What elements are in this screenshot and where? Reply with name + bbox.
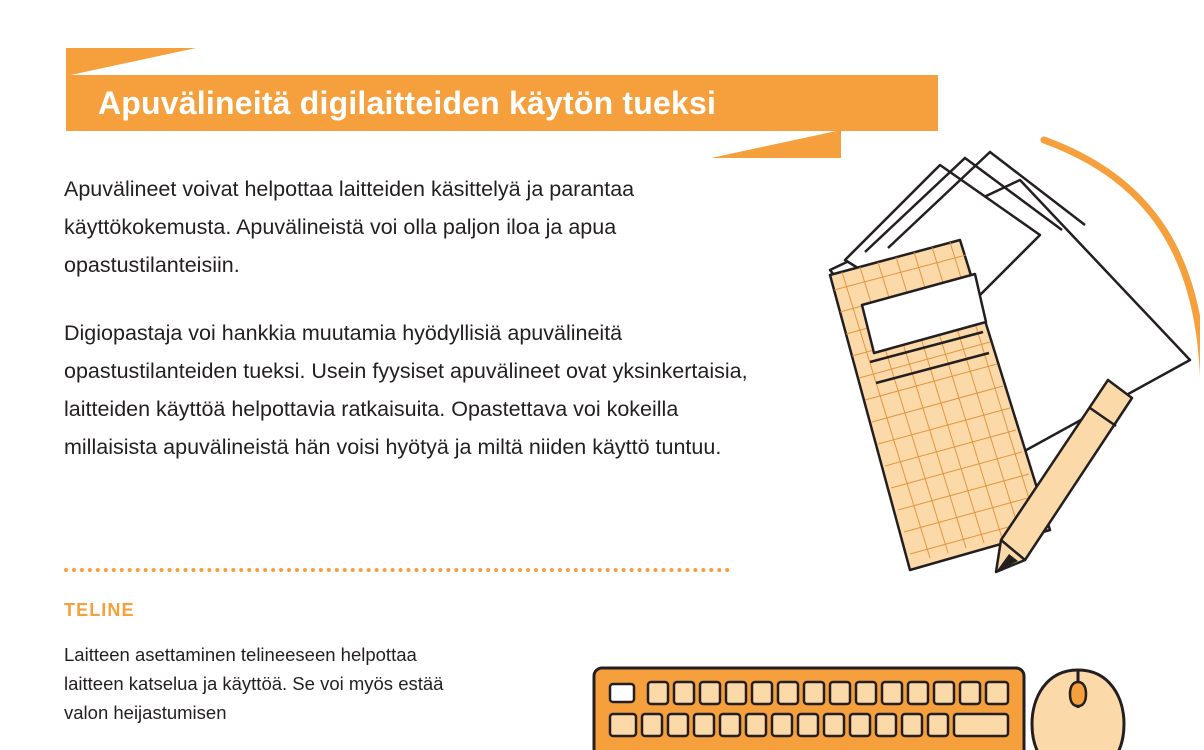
section-text-teline: Laitteen asettaminen telineeseen helpottaa laitteen katselua ja käyttöä. Se voi myös estää valon heijastumisen bbox=[64, 644, 444, 723]
keyboard-mouse-illustration bbox=[580, 660, 1200, 750]
banner-tail-left bbox=[66, 48, 196, 76]
paragraph-2: Digiopastaja voi hankkia muutamia hyödyllisiä apuvälineitä opastustilanteiden tueksi. Usein fyysiset apuvälineet ovat yksinkertaisia, laitteiden käyttöä helpottavia ratkaisuita. Opastettava voi kokeilla millaisista apuvälineistä hän voisi hyötyä ja miltä niiden käyttö tuntuu. bbox=[64, 321, 748, 459]
notebook-pencil-illustration bbox=[790, 140, 1204, 620]
page-right-edge bbox=[1200, 0, 1204, 739]
paragraph-1: Apuvälineet voivat helpottaa laitteiden käsittelyä ja parantaa käyttökokemusta. Apuvälineistä voi olla paljon iloa ja apua opastustilanteisiin. bbox=[64, 177, 635, 277]
banner-bar bbox=[66, 75, 938, 131]
section-title-teline: TELINE bbox=[64, 600, 135, 620]
decorative-arc bbox=[954, 110, 1204, 410]
dotted-divider bbox=[64, 568, 730, 572]
banner-tail-right bbox=[711, 130, 841, 158]
page-title: Apuvälineitä digilaitteiden käytön tueksi bbox=[98, 84, 717, 121]
body-text-column bbox=[64, 170, 764, 466]
page-heading-banner bbox=[66, 48, 946, 158]
